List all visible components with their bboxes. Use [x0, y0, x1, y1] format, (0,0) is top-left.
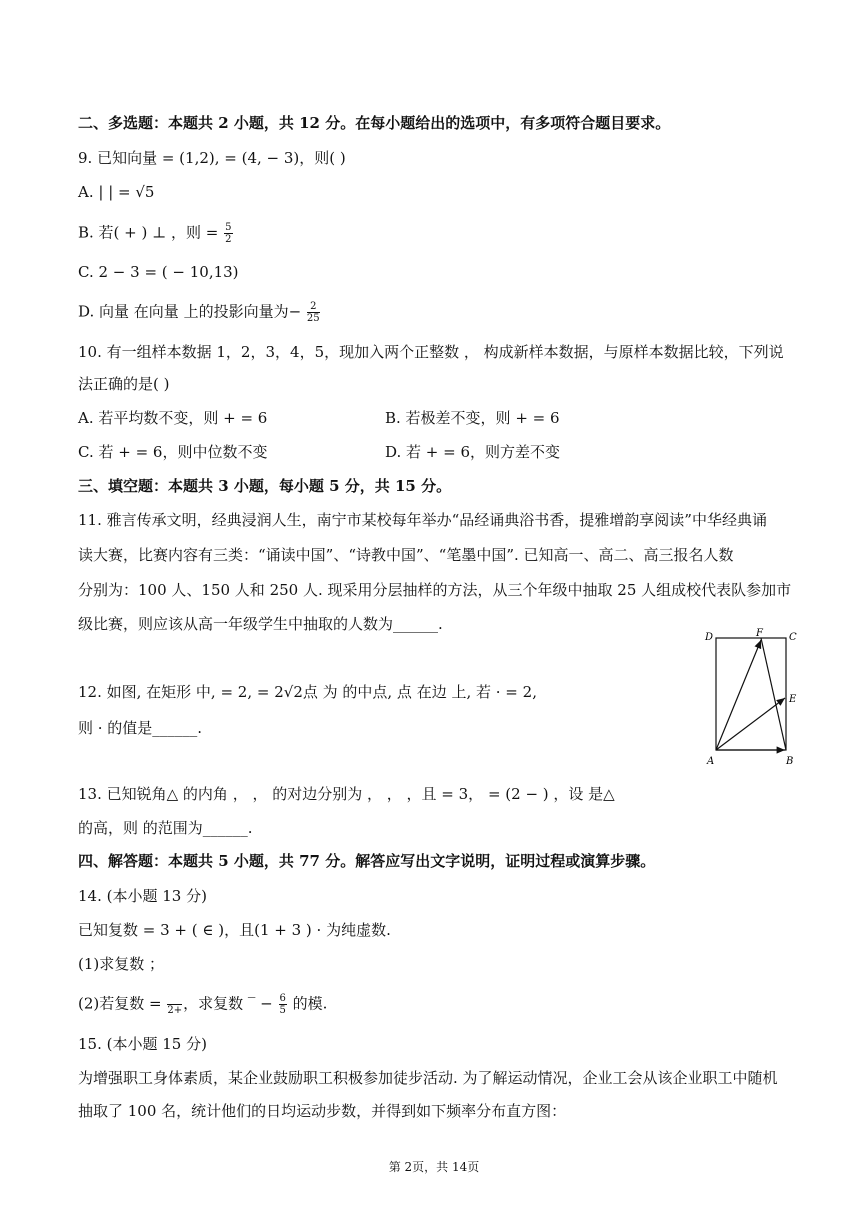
- q14-p2-num2: 6: [279, 993, 286, 1004]
- question-15-line2: 抽取了 100 名，统计他们的日均运动步数，并得到如下频率分布直方图：: [78, 1102, 567, 1120]
- question-13-line1: 13. 已知锐角△ 的内角 ， ， 的对边分别为 ， ， ，且 = 3， = (2 − ) ，设 是△: [78, 785, 615, 803]
- question-10-line1: 10. 有一组样本数据 1，2，3，4，5，现加入两个正整数 ， 构成新样本数据，与原样本数据比较，下列说: [78, 343, 784, 361]
- q14-p2-fraction: [167, 993, 182, 1016]
- segment-bf: [761, 638, 786, 750]
- question-9: 9. 已知向量 = (1,2), = (4, − 3)，则( ): [78, 149, 346, 167]
- q9-d-num: 2: [307, 301, 320, 313]
- q9-d-den: 25: [306, 313, 320, 324]
- q9-option-b: [78, 222, 234, 245]
- question-15-head: 15. (本小题 15 分): [78, 1035, 207, 1053]
- q9-b-num: 5: [225, 222, 232, 233]
- label-c: C: [789, 632, 797, 643]
- question-12-line2: 则 · 的值是______.: [78, 719, 203, 737]
- page-footer: 第 2页，共 14页: [388, 1160, 480, 1174]
- label-a: A: [707, 756, 715, 767]
- q14-p2-fraction2: [279, 993, 287, 1016]
- question-14-line1: 已知复数 = 3 + ( ∈ )，且(1 + 3 ) · 为纯虚数.: [78, 921, 391, 939]
- q9-b-den: 2: [225, 234, 232, 245]
- q9-option-c: C. 2 − 3 = ( − 10,13): [78, 263, 239, 281]
- q9-option-d: [78, 301, 321, 324]
- q9-b-fraction: [224, 222, 232, 245]
- question-14-part1: (1)求复数 ；: [78, 955, 165, 973]
- label-f: F: [756, 628, 763, 639]
- q14-p2-mid: ，求复数 ‾ −: [183, 994, 273, 1013]
- q9-d-fraction: [307, 301, 320, 324]
- question-11-line3: 分别为：100 人、150 人和 250 人. 现采用分层抽样的方法，从三个年级中抽取 25 人组成校代表队参加市: [78, 581, 792, 599]
- question-11-line1: 11. 雅言传承文明，经典浸润人生，南宁市某校每年举办“品经诵典浴书香，提雅增韵享阅读”中华经典诵: [78, 511, 767, 529]
- label-b: B: [786, 756, 794, 767]
- q10-option-b: B. 若极差不变，则 + = 6: [385, 409, 560, 427]
- question-11-line4: 级比赛，则应该从高一年级学生中抽取的人数为______.: [78, 615, 443, 633]
- question-13-line2: 的高，则 的范围为______.: [78, 819, 253, 837]
- question-14-head: 14. (本小题 13 分): [78, 887, 207, 905]
- question-12-line1: 12. 如图, 在矩形 中, = 2, = 2√2点 为 的中点, 点 在边 上, 若 · = 2,: [78, 683, 537, 701]
- q14-p2-den2: 5: [279, 1005, 286, 1016]
- section-4-title: 四、解答题：本题共 5 小题，共 77 分。解答应写出文字说明，证明过程或演算步骤。: [78, 852, 656, 870]
- question-10-line2: 法正确的是( ): [78, 375, 170, 393]
- q10-option-a: A. 若平均数不变，则 + = 6: [78, 409, 268, 427]
- q9-b-text: B. 若( + ) ⊥ ，则 =: [78, 223, 219, 242]
- q9-option-a: A. | | = √5: [78, 183, 155, 201]
- label-d: D: [705, 632, 714, 643]
- section-3-title: 三、填空题：本题共 3 小题，每小题 5 分，共 15 分。: [78, 477, 452, 495]
- q9-d-text: D. 向量 在向量 上的投影向量为−: [78, 302, 302, 321]
- label-e: E: [789, 694, 797, 705]
- section-2-title: 二、多选题：本题共 2 小题，共 12 分。在每小题给出的选项中，有多项符合题目要求。: [78, 114, 671, 132]
- question-11-line2: 读大赛，比赛内容有三类：“诵读中国”、“诗教中国”、“笔墨中国”. 已知高一、高二、高三报名人数: [78, 546, 734, 564]
- q14-p2-num: [167, 993, 182, 1005]
- rectangle-abcd: [716, 638, 786, 750]
- question-15-line1: 为增强职工身体素质，某企业鼓励职工积极参加徒步活动. 为了解运动情况，企业工会从该企业职工中随机: [78, 1069, 778, 1087]
- question-14-part2: [78, 993, 327, 1016]
- q10-option-c: C. 若 + = 6，则中位数不变: [78, 443, 268, 461]
- q14-p2-post: 的模.: [287, 994, 328, 1013]
- q14-p2-text: (2)若复数 =: [78, 994, 162, 1013]
- rectangle-figure: [700, 626, 810, 772]
- q10-option-d: D. 若 + = 6，则方差不变: [385, 443, 561, 461]
- q14-p2-den: 2+: [167, 1005, 183, 1016]
